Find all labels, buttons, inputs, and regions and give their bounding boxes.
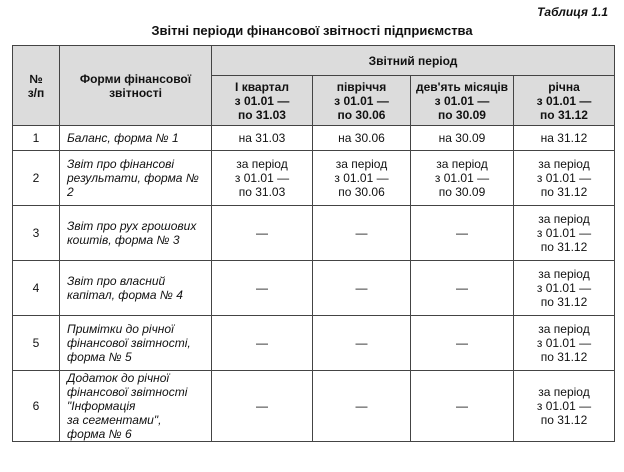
period-cell-line: по 31.12	[540, 350, 588, 364]
form-name-line: фінансової звітності	[67, 385, 188, 399]
form-name-line: коштів, форма № 3	[67, 233, 180, 247]
period-cell-line: з 01.01 —	[536, 399, 592, 413]
period-cell-line: з 01.01 —	[536, 336, 592, 350]
period-cell-line: —	[355, 281, 368, 295]
period-cell-line: на 31.12	[540, 131, 588, 145]
period-cell-line: з 01.01 —	[434, 171, 490, 185]
period-cell	[212, 126, 313, 151]
period-cell	[411, 261, 514, 316]
header-period-line: півріччя	[336, 79, 387, 94]
form-name-line: Звіт про власний	[67, 274, 166, 288]
table-row	[13, 126, 615, 151]
row-form-name	[60, 206, 212, 261]
header-row-top	[13, 46, 615, 76]
row-form-name	[60, 371, 212, 442]
period-cell-line: на 30.09	[438, 131, 486, 145]
header-period-half-year	[313, 76, 411, 126]
period-cell	[313, 316, 411, 371]
period-cell-line: по 31.03	[238, 185, 286, 199]
header-period-annual	[514, 76, 615, 126]
header-period-line: з 01.01 —	[234, 93, 290, 108]
period-cell-line: —	[256, 281, 268, 295]
period-cell-line: з 01.01 —	[536, 171, 592, 185]
table-title: Звітні періоди фінансової звітності підприємства	[151, 23, 473, 38]
period-cell	[313, 126, 411, 151]
row-number: 5	[13, 316, 60, 371]
row-form-name	[60, 316, 212, 371]
period-cell-line: —	[256, 399, 268, 413]
period-cell-line: —	[256, 226, 268, 240]
period-cell-line: за період	[538, 267, 590, 281]
header-period-line: по 31.03	[238, 107, 286, 122]
form-name-line: результати, форма № 2	[67, 171, 199, 199]
row-number: 2	[13, 151, 60, 206]
period-cell	[411, 316, 514, 371]
header-period-line: дев'ять місяців	[415, 79, 509, 94]
period-cell	[212, 316, 313, 371]
row-number: 6	[13, 371, 60, 442]
period-cell-line: з 01.01 —	[234, 171, 290, 185]
form-name-line: форма № 5	[67, 350, 132, 364]
table-row	[13, 151, 615, 206]
period-cell	[212, 261, 313, 316]
row-form-name	[60, 151, 212, 206]
period-cell	[514, 261, 615, 316]
table-number-label: Таблиця 1.1	[537, 5, 608, 19]
table-row	[13, 206, 615, 261]
header-period-line: з 01.01 —	[434, 93, 490, 108]
period-cell-line: по 30.09	[438, 185, 486, 199]
form-name-line: "Інформація	[67, 399, 136, 413]
period-cell-line: за період	[436, 157, 488, 171]
period-cell-line: за період	[538, 157, 590, 171]
period-cell	[212, 151, 313, 206]
period-cell	[313, 371, 411, 442]
form-name-line: за сегментами",	[67, 413, 162, 427]
period-cell-line: за період	[538, 385, 590, 399]
header-period-line: по 31.12	[540, 107, 588, 122]
header-period-line: річна	[548, 79, 580, 94]
period-cell-line: по 31.12	[540, 185, 588, 199]
header-forms-line: звітності	[109, 85, 162, 100]
period-cell-line: за період	[335, 157, 388, 171]
period-cell-line: за період	[538, 322, 590, 336]
header-period-line: по 30.06	[337, 107, 386, 122]
form-name-line: капітал, форма № 4	[67, 288, 183, 302]
period-cell-line: по 30.06	[338, 185, 385, 199]
header-period-q1	[212, 76, 313, 126]
period-cell-line: —	[256, 336, 268, 350]
period-cell-line: —	[355, 336, 368, 350]
period-cell-line: на 30.06	[338, 131, 385, 145]
period-cell-line: —	[355, 399, 368, 413]
period-cell-line: —	[456, 226, 468, 240]
period-cell-line: по 31.12	[540, 295, 588, 309]
header-number-line: №	[29, 71, 43, 86]
table-row	[13, 371, 615, 442]
period-cell	[411, 206, 514, 261]
period-cell-line: за період	[236, 157, 288, 171]
period-cell	[212, 371, 313, 442]
period-cell-line: на 31.03	[238, 131, 286, 145]
period-cell	[212, 206, 313, 261]
header-reporting-period: Звітний період	[212, 46, 615, 76]
period-cell	[411, 126, 514, 151]
period-cell	[514, 316, 615, 371]
header-period-nine-months	[411, 76, 514, 126]
period-cell	[514, 126, 615, 151]
period-cell-line: з 01.01 —	[536, 281, 592, 295]
period-cell	[313, 261, 411, 316]
period-cell-line: —	[456, 281, 468, 295]
period-cell-line: з 01.01 —	[334, 171, 389, 185]
form-name-line: форма № 6	[67, 427, 132, 441]
header-period-line: з 01.01 —	[334, 93, 389, 108]
period-cell-line: по 31.12	[540, 413, 588, 427]
period-cell-line: по 31.12	[540, 240, 588, 254]
period-cell	[514, 371, 615, 442]
row-form-name	[60, 261, 212, 316]
row-form-name	[60, 126, 212, 151]
period-cell	[514, 206, 615, 261]
header-number	[13, 46, 60, 126]
period-cell-line: з 01.01 —	[536, 226, 592, 240]
header-forms-line: Форми фінансової	[79, 71, 192, 86]
table-row	[13, 261, 615, 316]
header-period-line: І квартал	[235, 79, 289, 94]
form-name-line: Звіт про рух грошових	[67, 219, 197, 233]
row-number: 4	[13, 261, 60, 316]
period-cell-line: за період	[538, 212, 590, 226]
header-number-line: з/п	[27, 85, 45, 100]
reporting-periods-table	[12, 45, 615, 442]
header-forms	[60, 46, 212, 126]
table-row	[13, 316, 615, 371]
period-cell	[313, 206, 411, 261]
period-cell-line: —	[456, 336, 468, 350]
table-body	[13, 126, 615, 442]
header-period-line: з 01.01 —	[536, 93, 592, 108]
period-cell-line: —	[355, 226, 368, 240]
period-cell	[411, 151, 514, 206]
period-cell	[313, 151, 411, 206]
form-name-line: Примітки до річної	[67, 322, 174, 336]
form-name-line: Звіт про фінансові	[67, 157, 175, 171]
header-period-line: по 30.09	[438, 107, 486, 122]
row-number: 1	[13, 126, 60, 151]
form-name-line: фінансової звітності,	[67, 336, 191, 350]
form-name-line: Додаток до річної	[67, 371, 170, 385]
form-name-line: Баланс, форма № 1	[67, 131, 179, 145]
period-cell-line: —	[456, 399, 468, 413]
period-cell	[411, 371, 514, 442]
row-number: 3	[13, 206, 60, 261]
period-cell	[514, 151, 615, 206]
